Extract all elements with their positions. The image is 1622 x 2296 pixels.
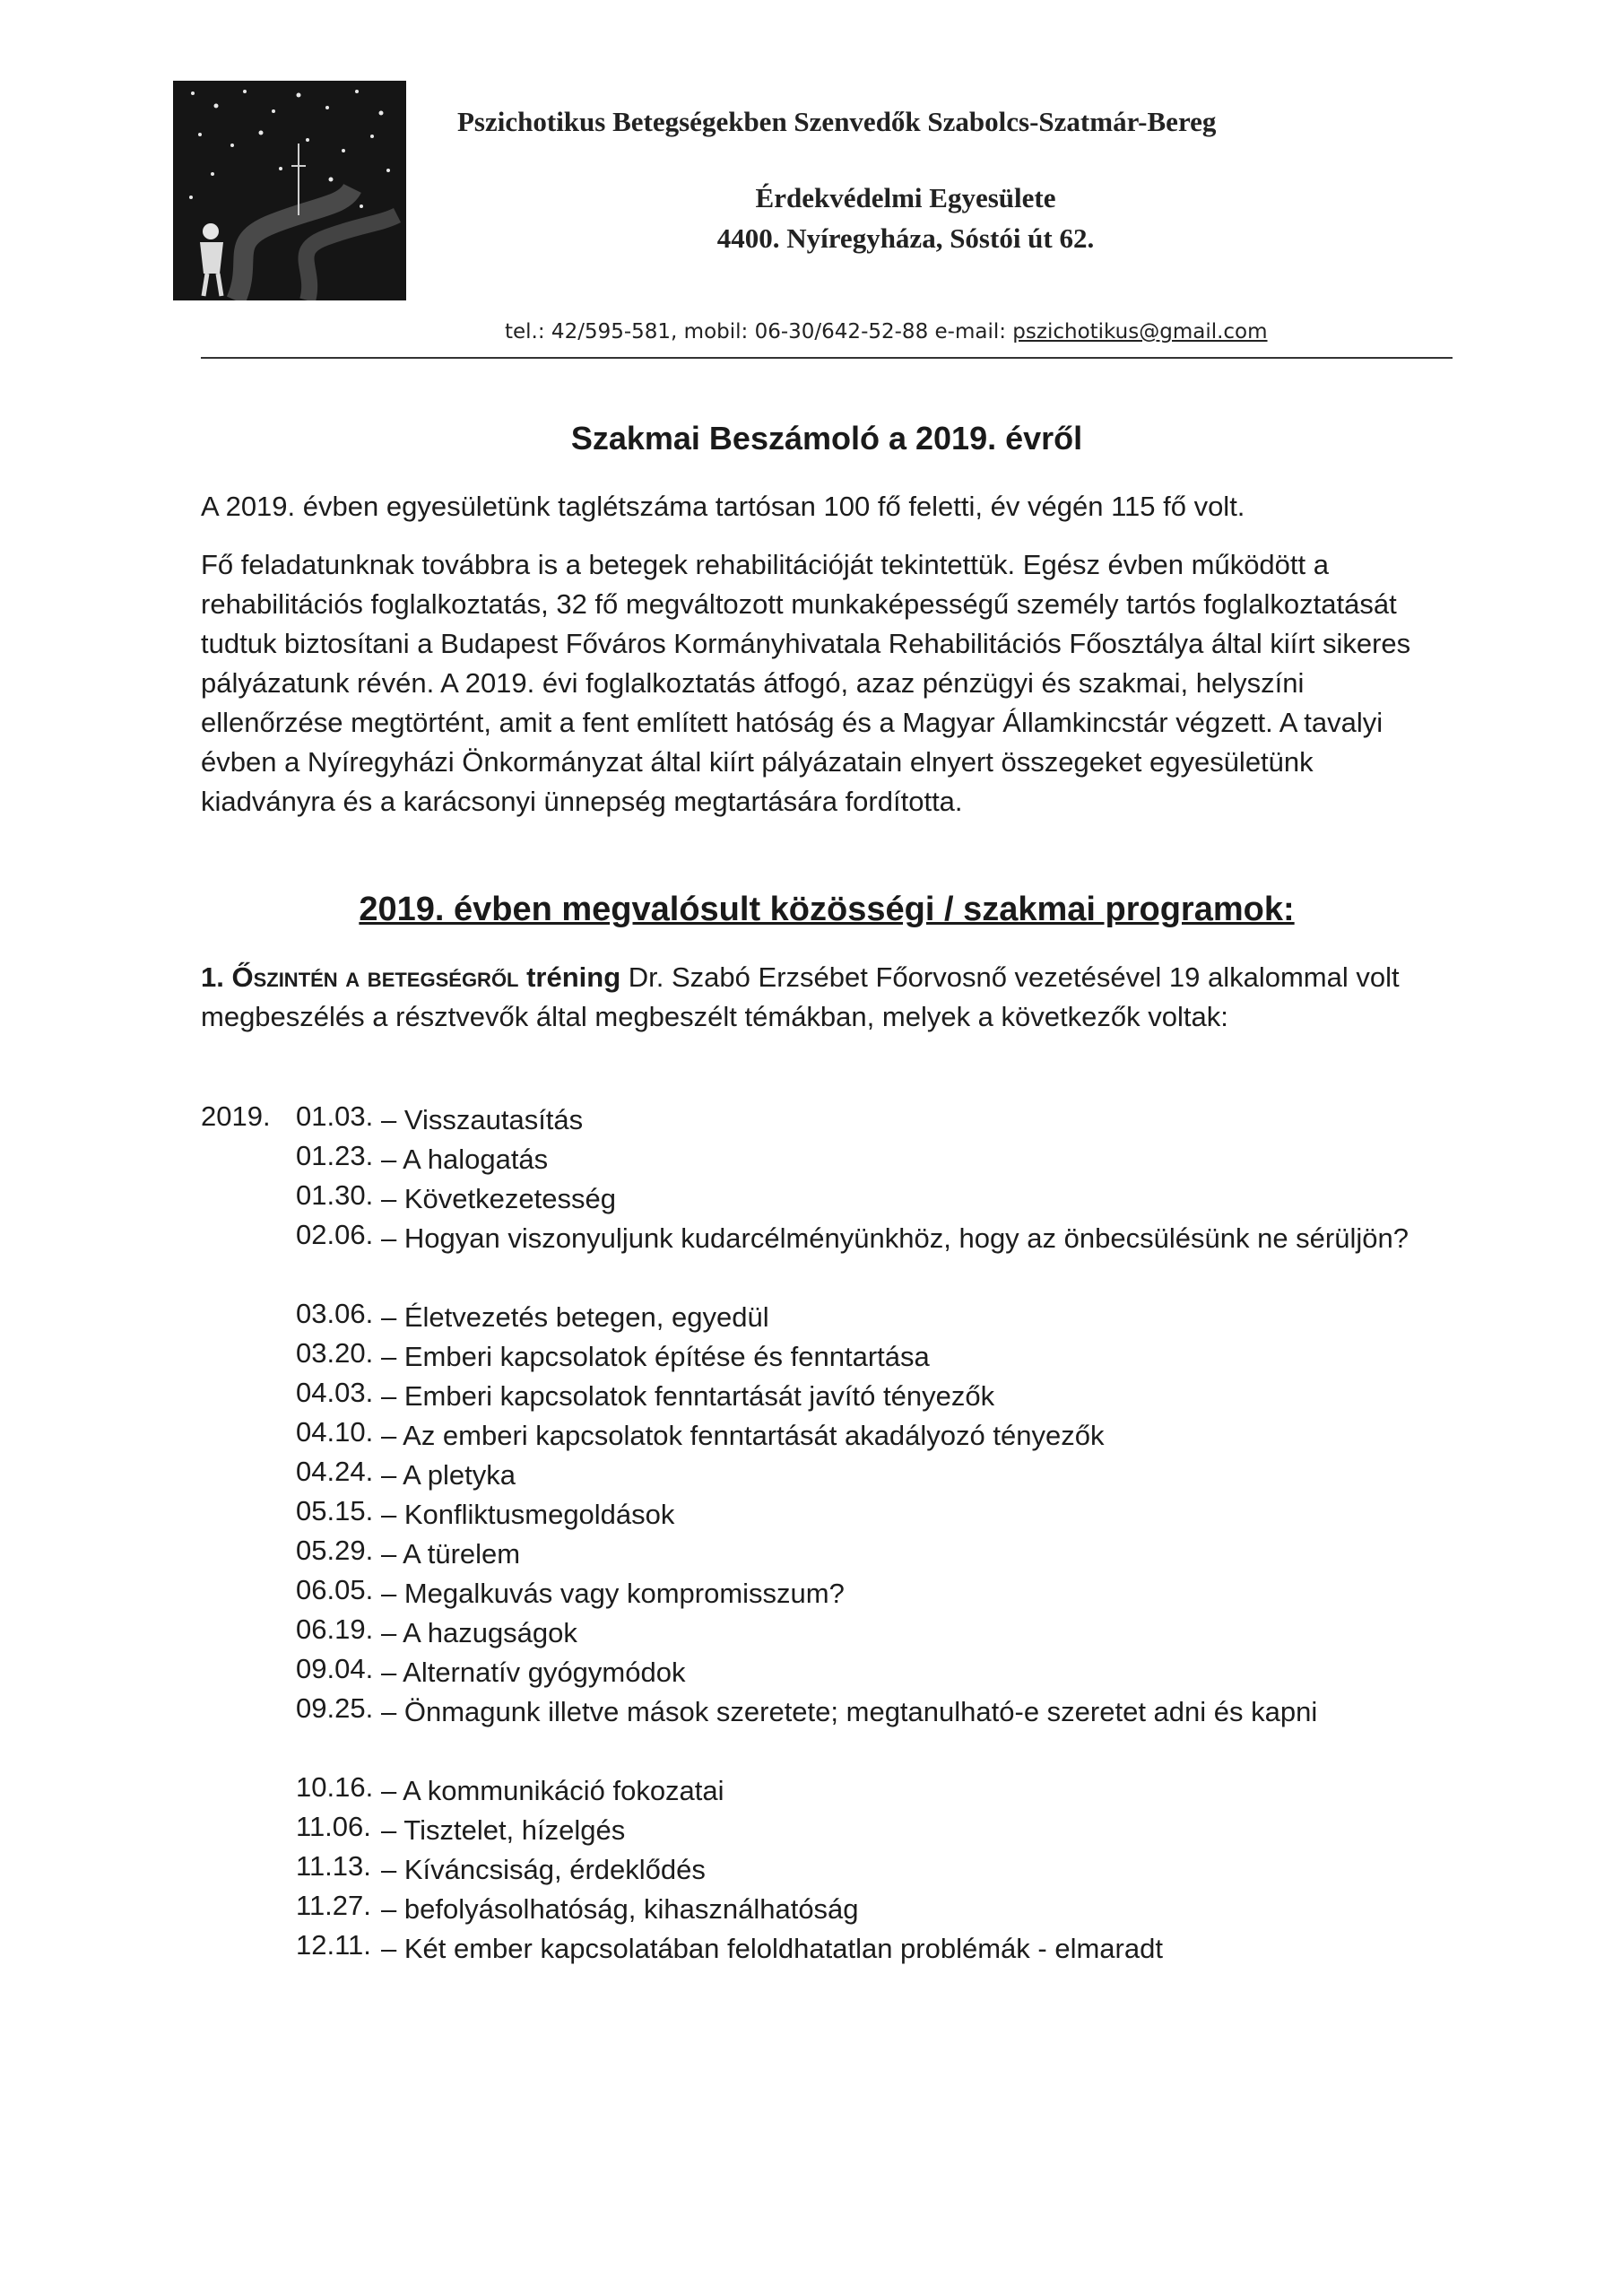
training-text: Dr. Szabó Erzsébet Főorvosnő vezetésével 19 alkalommal volt megbeszélés a résztvevők által megbeszélt témákban, melyek a következők voltak: [201,961,1400,1032]
logo-artwork [173,81,406,300]
header-divider [201,357,1453,359]
session-date: 11.06. [296,1811,371,1842]
session-topic: – A kommunikáció fokozatai [381,1775,724,1806]
session-date: 03.06. [296,1298,374,1329]
session-topic: – Konfliktusmegoldások [381,1499,675,1530]
session-date: 11.27. [296,1890,371,1921]
session-date: 04.24. [296,1456,374,1487]
session-date: 09.25. [296,1692,374,1724]
session-date: 04.03. [296,1377,374,1408]
contact-line [505,320,1268,344]
session-date: 06.19. [296,1613,374,1645]
session-topic: – Következetesség [381,1183,616,1214]
session-topic: – befolyásolhatóság, kihasználhatóság [381,1893,859,1925]
session-date: 10.16. [296,1771,374,1803]
training-name: Őszintén a betegségről [231,961,519,993]
session-topic: – A türelem [381,1538,521,1570]
organization-name: Pszichotikus Betegségekben Szenvedők Szabolcs-Szatmár-Bereg [457,106,1217,137]
session-topic: – Emberi kapcsolatok építése és fenntartása [381,1341,930,1372]
session-topic: – Megalkuvás vagy kompromisszum? [381,1578,845,1609]
session-topic: – Tisztelet, hízelgés [381,1814,626,1846]
organization-address: 4400. Nyíregyháza, Sóstói út 62. [716,222,1095,254]
session-date: 04.10. [296,1416,374,1448]
session-topic: – Két ember kapcsolatában feloldhatatlan problémák - elmaradt [381,1933,1163,1964]
session-date: 09.04. [296,1653,374,1684]
session-date: 01.30. [296,1179,374,1211]
training-number: 1. [201,961,232,993]
session-topic: – Önmagunk illetve mások szeretete; megtanulható-e szeretet adni és kapni [381,1696,1318,1727]
contact-email: pszichotikus@gmail.com [1012,320,1268,344]
session-topic: – Az emberi kapcsolatok fenntartását akadályozó tényezők [381,1420,1105,1451]
session-date: 01.23. [296,1140,374,1171]
session-year: 2019. [201,1100,271,1132]
session-topic: – Kíváncsiság, érdeklődés [381,1854,706,1885]
session-date: 02.06. [296,1219,374,1250]
organization-name-continued: Érdekvédelmi Egyesülete [755,182,1056,213]
session-topic: – Emberi kapcsolatok fenntartását javító tényezők [381,1380,995,1412]
session-topic: – A halogatás [381,1144,549,1175]
training-label: tréning [518,961,621,993]
session-date: 05.15. [296,1495,374,1526]
session-date: 01.03. [296,1100,374,1132]
rehabilitation-paragraph: Fő feladatunknak továbbra is a betegek rehabilitációját tekintettük. Egész évben működött a rehabilitációs foglalkoztatás, 32 fő megváltozott munkaképességű személy tartós foglalkoztatását tudtuk biztosítani a Budapest Főváros Kormányhivatala Rehabilitációs Főosztálya által kiírt sikeres pályázatunk révén. A 2019. évi foglalkoztatás átfogó, azaz pénzügyi és szakmai, helyszíni ellenőrzése megtörtént, amit a fent említett hatóság és a Magyar Államkincstár végzett. A tavalyi évben a Nyíregyházi Önkormányzat által kiírt pályázatain elnyert összegeket egyesületünk kiadványra és a karácsonyi ünnepség megtartására fordította. [201,549,1411,817]
session-date: 11.13. [296,1850,371,1882]
session-topic: – A pletyka [381,1459,516,1491]
starry-night-figure-logo [173,81,406,300]
session-topic: – Visszautasítás [381,1104,584,1135]
document-title: Szakmai Beszámoló a 2019. évről [570,420,1083,457]
session-date: 06.05. [296,1574,374,1605]
session-topic: – Alternatív gyógymódok [381,1657,686,1688]
session-topic: – Életvezetés betegen, egyedül [381,1301,769,1333]
session-date: 12.11. [296,1929,371,1961]
contact-phone: tel.: 42/595-581, mobil: 06-30/642-52-88 e-mail: [505,320,1013,344]
membership-paragraph: A 2019. évben egyesületünk taglétszáma tartósan 100 fő feletti, év végén 115 fő volt. [201,491,1245,522]
programs-heading: 2019. évben megvalósult közösségi / szakmai programok: [359,891,1295,928]
session-topic: – Hogyan viszonyuljunk kudarcélményünkhöz, hogy az önbecsülésünk ne sérüljön? [381,1222,1409,1254]
session-topic: – A hazugságok [381,1617,577,1648]
training-intro [201,958,1447,1037]
session-date: 05.29. [296,1535,374,1566]
session-date: 03.20. [296,1337,374,1369]
